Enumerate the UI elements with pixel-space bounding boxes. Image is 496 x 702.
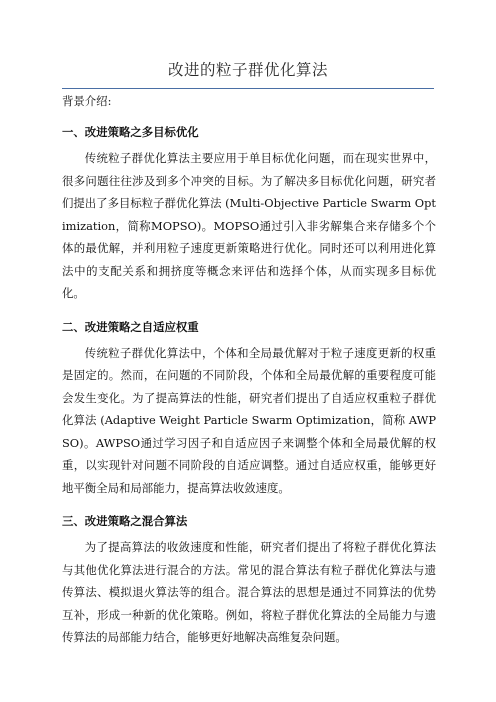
section-paragraph: 传统粒子群优化算法主要应用于单目标优化问题，而在现实世界中，很多问题往往涉及到多个冲突的目标。为了解决多目标优化问题，研究者们提出了多目标粒子群优化算法 (Multi-Objective Particle Swarm Optimization，简称MOPSO)。MOPSO通过引入非劣解集合来存储多个个体的最优解，并利用粒子速度更新策略进行优化。同时还可以利用进化算法中的支配关系和拥挤度等概念来评估和选择个体，从而实现多目标优化。 — [62, 151, 436, 300]
section-multi-objective — [62, 123, 436, 305]
document-body — [62, 92, 436, 649]
section-heading: 三、改进策略之混合算法 — [62, 514, 188, 528]
section-adaptive-weight — [62, 318, 436, 500]
section-paragraph: 为了提高算法的收敛速度和性能，研究者们提出了将粒子群优化算法与其他优化算法进行混合的方法。常见的混合算法有粒子群优化算法与遗传算法、模拟退火算法等的组合。混合算法的思想是通过不同算法的优势互补，形成一种新的优化策略。例如，将粒子群优化算法的全局能力与遗传算法的局部能力结合，能够更好地解决高维复杂问题。 — [62, 540, 436, 644]
section-heading: 二、改进策略之自适应权重 — [62, 319, 199, 334]
section-heading: 一、改进策略之多目标优化 — [62, 125, 199, 139]
intro-label: 背景介绍: — [62, 94, 112, 108]
document-title: 改进的粒子群优化算法 — [167, 61, 328, 79]
title-underline — [62, 88, 434, 89]
section-hybrid-algorithm — [62, 512, 436, 649]
section-paragraph: 传统粒子群优化算法中，个体和全局最优解对于粒子速度更新的权重是固定的。然而，在问题的不同阶段，个体和全局最优解的重要程度可能会发生变化。为了提高算法的性能，研究者们提出了自适应权重粒子群优化算法 (Adaptive Weight Particle Swarm Optimization，简称 AWPSO)。AWPSO通过学习因子和自适应因子来调整个体和全局最优解的权重，以实现针对问题不同阶段的自适应调整。通过自适应权重，能够更好地平衡全局和局部能力，提高算法收敛速度。 — [62, 345, 436, 495]
